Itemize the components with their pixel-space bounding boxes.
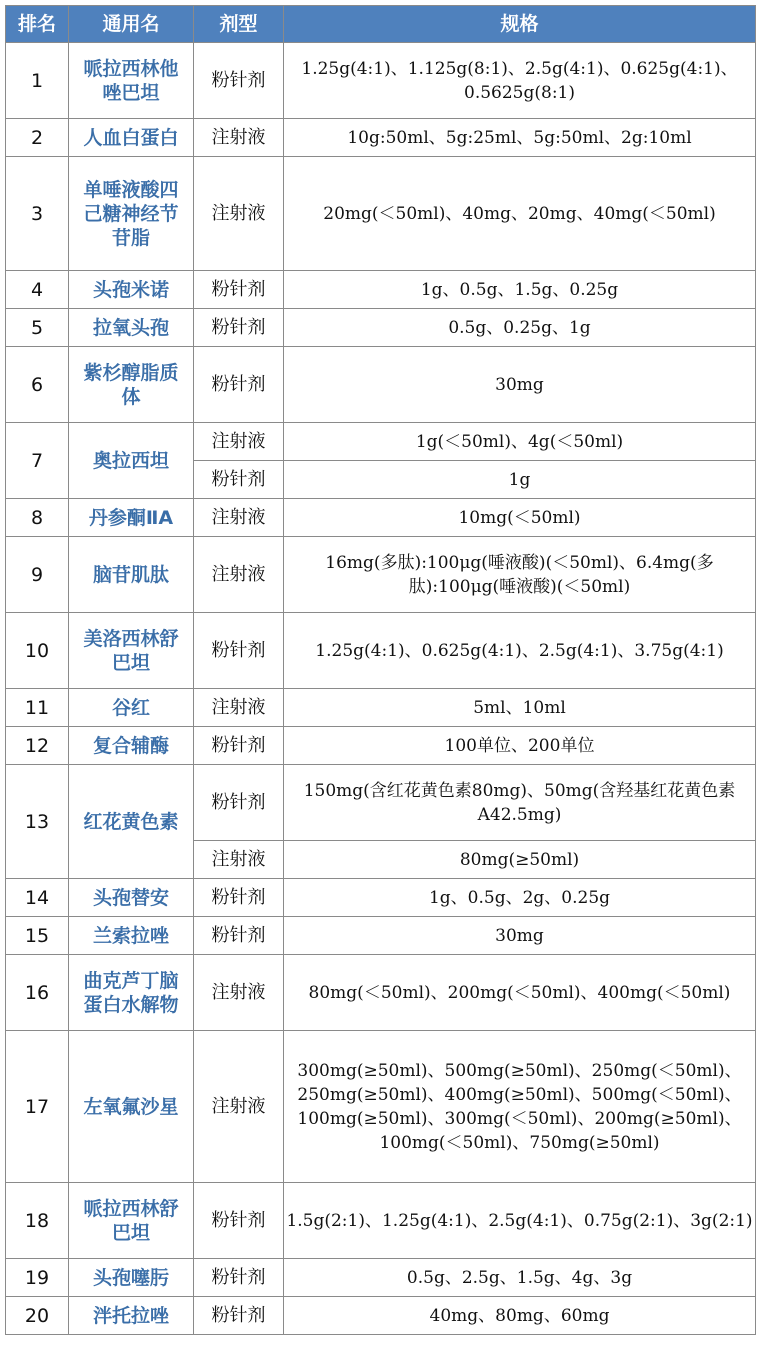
dosage-form-cell: 粉针剂	[194, 613, 284, 689]
drug-name-text: 泮托拉唑	[92, 1304, 169, 1327]
spec-cell: 80mg(＜50ml)、200mg(＜50ml)、400mg(＜50ml)	[284, 955, 756, 1031]
drug-spec-table	[5, 5, 756, 1335]
drug-name-cell	[69, 347, 194, 423]
drug-name-cell	[69, 309, 194, 347]
drug-name-cell	[69, 917, 194, 955]
drug-name-text: 单唾液酸四己糖神经节苷脂	[83, 178, 179, 249]
spec-cell: 1.25g(4:1)、1.125g(8:1)、2.5g(4:1)、0.625g(4:1)、0.5625g(8:1)	[284, 43, 756, 119]
drug-name-cell	[69, 1297, 194, 1335]
rank-cell: 17	[6, 1031, 69, 1183]
drug-name-text: 谷红	[111, 696, 150, 719]
spec-cell: 1.5g(2:1)、1.25g(4:1)、2.5g(4:1)、0.75g(2:1)、3g(2:1)	[284, 1183, 756, 1259]
table-body	[6, 43, 756, 1335]
dosage-form-cell: 注射液	[194, 499, 284, 537]
drug-name-cell	[69, 119, 194, 157]
dosage-form-cell: 注射液	[194, 157, 284, 271]
rank-cell: 8	[6, 499, 69, 537]
drug-name-cell	[69, 879, 194, 917]
rank-cell: 20	[6, 1297, 69, 1335]
table-row	[6, 309, 756, 347]
dosage-form-cell: 粉针剂	[194, 879, 284, 917]
table-row	[6, 879, 756, 917]
drug-name-cell	[69, 537, 194, 613]
rank-cell: 6	[6, 347, 69, 423]
rank-cell: 13	[6, 765, 69, 879]
spec-cell: 1g、0.5g、1.5g、0.25g	[284, 271, 756, 309]
dosage-form-cell: 粉针剂	[194, 271, 284, 309]
header-rank: 排名	[6, 6, 69, 43]
drug-name-text: 哌拉西林他唑巴坦	[83, 57, 179, 104]
dosage-form-cell: 注射液	[194, 689, 284, 727]
dosage-form-cell: 注射液	[194, 119, 284, 157]
drug-name-cell	[69, 271, 194, 309]
spec-cell: 10mg(＜50ml)	[284, 499, 756, 537]
table-row	[6, 1031, 756, 1183]
rank-cell: 5	[6, 309, 69, 347]
spec-cell: 1g	[284, 461, 756, 499]
table-row	[6, 499, 756, 537]
drug-name-cell	[69, 727, 194, 765]
drug-name-text: 奥拉西坦	[92, 449, 169, 472]
spec-cell: 20mg(＜50ml)、40mg、20mg、40mg(＜50ml)	[284, 157, 756, 271]
table-row	[6, 119, 756, 157]
rank-cell: 4	[6, 271, 69, 309]
table-row	[6, 613, 756, 689]
header-spec: 规格	[284, 6, 756, 43]
drug-name-cell	[69, 423, 194, 499]
dosage-form-cell: 注射液	[194, 537, 284, 613]
spec-cell: 1g、0.5g、2g、0.25g	[284, 879, 756, 917]
dosage-form-cell: 粉针剂	[194, 1297, 284, 1335]
drug-name-text: 兰索拉唑	[92, 924, 169, 947]
rank-cell: 9	[6, 537, 69, 613]
drug-name-cell	[69, 765, 194, 879]
rank-cell: 3	[6, 157, 69, 271]
rank-cell: 1	[6, 43, 69, 119]
drug-name-cell	[69, 499, 194, 537]
rank-cell: 12	[6, 727, 69, 765]
rank-cell: 15	[6, 917, 69, 955]
header-name: 通用名	[69, 6, 194, 43]
dosage-form-cell: 注射液	[194, 1031, 284, 1183]
drug-name-text: 头孢替安	[92, 886, 169, 909]
spec-cell: 5ml、10ml	[284, 689, 756, 727]
spec-cell: 30mg	[284, 917, 756, 955]
drug-name-text: 左氧氟沙星	[83, 1095, 179, 1118]
drug-name-text: 红花黄色素	[83, 810, 179, 833]
table-row	[6, 157, 756, 271]
rank-cell: 19	[6, 1259, 69, 1297]
table-row	[6, 765, 756, 841]
rank-cell: 2	[6, 119, 69, 157]
rank-cell: 7	[6, 423, 69, 499]
drug-name-text: 脑苷肌肽	[92, 563, 169, 586]
dosage-form-cell: 注射液	[194, 423, 284, 461]
drug-name-text: 丹参酮ⅡA	[88, 506, 174, 529]
header-form: 剂型	[194, 6, 284, 43]
drug-name-cell	[69, 1259, 194, 1297]
drug-name-cell	[69, 1183, 194, 1259]
drug-name-text: 曲克芦丁脑蛋白水解物	[83, 969, 179, 1016]
spec-cell: 40mg、80mg、60mg	[284, 1297, 756, 1335]
drug-name-text: 紫杉醇脂质体	[83, 361, 179, 408]
dosage-form-cell: 粉针剂	[194, 1259, 284, 1297]
table-row	[6, 347, 756, 423]
spec-cell: 300mg(≥50ml)、500mg(≥50ml)、250mg(＜50ml)、250mg(≥50ml)、400mg(≥50ml)、500mg(＜50ml)、100mg(≥50ml)、300mg(＜50ml)、200mg(≥50ml)、100mg(＜50ml)、750mg(≥50ml)	[284, 1031, 756, 1183]
drug-name-cell	[69, 613, 194, 689]
rank-cell: 10	[6, 613, 69, 689]
table-row	[6, 271, 756, 309]
dosage-form-cell: 粉针剂	[194, 1183, 284, 1259]
rank-cell: 11	[6, 689, 69, 727]
spec-cell: 10g:50ml、5g:25ml、5g:50ml、2g:10ml	[284, 119, 756, 157]
spec-cell: 16mg(多肽):100μg(唾液酸)(＜50ml)、6.4mg(多肽):100μg(唾液酸)(＜50ml)	[284, 537, 756, 613]
drug-name-text: 拉氧头孢	[92, 316, 169, 339]
dosage-form-cell: 注射液	[194, 955, 284, 1031]
table-row	[6, 537, 756, 613]
dosage-form-cell: 粉针剂	[194, 765, 284, 841]
drug-name-cell	[69, 157, 194, 271]
drug-name-text: 头孢噻肟	[92, 1266, 169, 1289]
header-row	[6, 6, 756, 43]
spec-cell: 1g(＜50ml)、4g(＜50ml)	[284, 423, 756, 461]
table-row	[6, 43, 756, 119]
spec-cell: 100单位、200单位	[284, 727, 756, 765]
table-row	[6, 1259, 756, 1297]
table-row	[6, 917, 756, 955]
drug-name-text: 头孢米诺	[92, 278, 169, 301]
drug-name-cell	[69, 955, 194, 1031]
rank-cell: 14	[6, 879, 69, 917]
spec-cell: 0.5g、2.5g、1.5g、4g、3g	[284, 1259, 756, 1297]
drug-name-text: 美洛西林舒巴坦	[83, 627, 179, 674]
table-row	[6, 423, 756, 461]
dosage-form-cell: 粉针剂	[194, 461, 284, 499]
spec-cell: 0.5g、0.25g、1g	[284, 309, 756, 347]
table-row	[6, 1183, 756, 1259]
drug-name-cell	[69, 689, 194, 727]
drug-name-text: 复合辅酶	[92, 734, 169, 757]
spec-cell: 150mg(含红花黄色素80mg)、50mg(含羟基红花黄色素A42.5mg)	[284, 765, 756, 841]
table-row	[6, 955, 756, 1031]
dosage-form-cell: 注射液	[194, 841, 284, 879]
drug-name-cell	[69, 1031, 194, 1183]
table-row	[6, 727, 756, 765]
spec-cell: 1.25g(4:1)、0.625g(4:1)、2.5g(4:1)、3.75g(4:1)	[284, 613, 756, 689]
dosage-form-cell: 粉针剂	[194, 727, 284, 765]
drug-name-text: 哌拉西林舒巴坦	[83, 1197, 179, 1244]
rank-cell: 18	[6, 1183, 69, 1259]
dosage-form-cell: 粉针剂	[194, 917, 284, 955]
dosage-form-cell: 粉针剂	[194, 43, 284, 119]
drug-name-text: 人血白蛋白	[83, 126, 179, 149]
drug-name-cell	[69, 43, 194, 119]
table-row	[6, 1297, 756, 1335]
spec-cell: 30mg	[284, 347, 756, 423]
dosage-form-cell: 粉针剂	[194, 347, 284, 423]
rank-cell: 16	[6, 955, 69, 1031]
table-row	[6, 689, 756, 727]
dosage-form-cell: 粉针剂	[194, 309, 284, 347]
spec-cell: 80mg(≥50ml)	[284, 841, 756, 879]
